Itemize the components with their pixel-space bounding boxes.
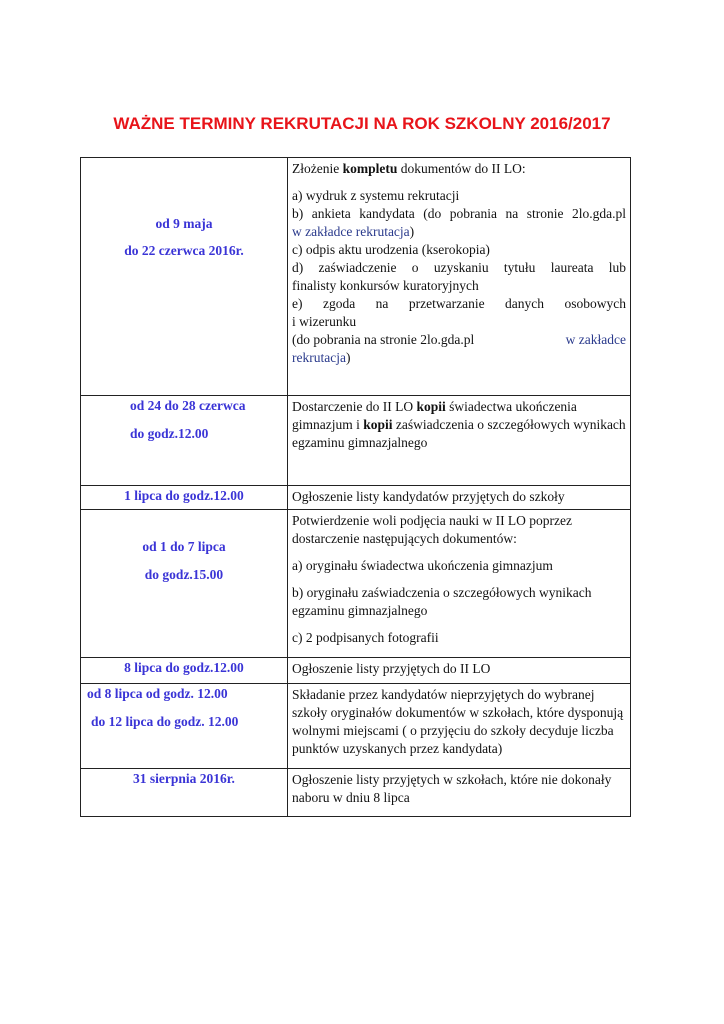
date-cell — [81, 658, 288, 684]
description-cell — [288, 486, 631, 510]
text: ) — [409, 224, 415, 239]
rekrutacja-link[interactable]: rekrutacja — [292, 350, 346, 365]
text: zaświadczenia o szczegółowych wynikach egzaminu gimnazjalnego — [292, 417, 626, 450]
date-line: od 9 maja — [155, 216, 213, 231]
list-item-continuation — [292, 349, 626, 367]
page-title: WAŻNE TERMINY REKRUTACJI NA ROK SZKOLNY 2016/2017 — [113, 114, 611, 133]
list-item: a) wydruk z systemu rekrutacji — [292, 188, 460, 203]
date-line: do 12 lipca do godz. 12.00 — [91, 714, 239, 729]
rekrutacja-link[interactable]: w zakładce — [565, 332, 626, 347]
date-cell — [81, 396, 288, 486]
table-row — [81, 396, 631, 486]
table-row — [81, 158, 631, 396]
list-item: b) ankieta kandydata (do pobrania na stronie 2lo.gda.pl — [292, 206, 626, 221]
recruitment-schedule-table — [80, 157, 631, 817]
description-text — [292, 398, 626, 452]
text: (do pobrania na stronie 2lo.gda.pl — [292, 332, 475, 347]
list-item-continuation — [292, 223, 626, 241]
date-line: 1 lipca do godz.12.00 — [124, 488, 244, 503]
list-item: b) oryginału zaświadczenia o szczegółowych wynikach egzaminu gimnazjalnego — [292, 585, 592, 618]
description-cell — [288, 158, 631, 396]
text: ) — [345, 350, 351, 365]
list-item: d) zaświadczenie o uzyskaniu tytułu laureata lub — [292, 260, 626, 275]
list-item: c) 2 podpisanych fotografii — [292, 630, 439, 645]
date-line: do godz.15.00 — [144, 567, 224, 582]
date-line: od 8 lipca od godz. 12.00 — [87, 686, 228, 701]
text: świadectwa ukończenia gimnazjum i — [292, 399, 577, 432]
date-line: 8 lipca do godz.12.00 — [124, 660, 244, 675]
bold-text: kopii — [416, 399, 446, 414]
description-text: Ogłoszenie listy przyjętych w szkołach, które nie dokonały naboru w dniu 8 lipca — [292, 772, 612, 805]
date-cell — [81, 510, 288, 658]
date-line: od 24 do 28 czerwca — [130, 398, 246, 413]
date-line: od 1 do 7 lipca — [142, 539, 226, 554]
description-cell — [288, 510, 631, 658]
list-item: c) odpis aktu urodzenia (kserokopia) — [292, 242, 490, 257]
date-cell — [81, 486, 288, 510]
text: Dostarczenie do II LO — [292, 399, 417, 414]
text: dokumentów do II LO: — [397, 161, 526, 176]
bold-text: kopii — [363, 417, 393, 432]
list-item: a) oryginału świadectwa ukończenia gimnazjum — [292, 558, 553, 573]
description-cell — [288, 396, 631, 486]
table-row — [81, 658, 631, 684]
text: Złożenie — [292, 161, 343, 176]
date-cell — [81, 158, 288, 396]
list-item-continuation: finalisty konkursów kuratoryjnych — [292, 278, 479, 293]
table-row — [81, 510, 631, 658]
table-row — [81, 486, 631, 510]
date-line: do godz.12.00 — [130, 426, 209, 441]
date-cell — [81, 769, 288, 817]
description-cell — [288, 658, 631, 684]
date-line: 31 sierpnia 2016r. — [133, 771, 235, 786]
table-row — [81, 769, 631, 817]
list-item: e) zgoda na przetwarzanie danych osobowych — [292, 296, 626, 311]
description-cell — [288, 769, 631, 817]
description-intro: Potwierdzenie woli podjęcia nauki w II LO poprzez dostarczenie następujących dokumentów: — [292, 513, 573, 546]
rekrutacja-link[interactable]: w zakładce rekrutacja — [292, 224, 410, 239]
list-item-continuation — [292, 331, 626, 349]
description-text: Ogłoszenie listy przyjętych do II LO — [292, 661, 491, 676]
table-row — [81, 684, 631, 769]
bold-text: kompletu — [342, 161, 398, 176]
description-text: Ogłoszenie listy kandydatów przyjętych do szkoły — [292, 489, 565, 504]
description-intro — [292, 160, 626, 178]
date-line: do 22 czerwca 2016r. — [124, 243, 244, 258]
description-text: Składanie przez kandydatów nieprzyjętych do wybranej szkoły oryginałów dokumentów w szkołach, które dysponują wolnymi miejscami ( o przyjęciu do szkoły decyduje liczba punktów uzyskanych przez kandydata) — [292, 687, 624, 756]
description-cell — [288, 684, 631, 769]
date-cell — [81, 684, 288, 769]
list-item-continuation: i wizerunku — [292, 314, 357, 329]
